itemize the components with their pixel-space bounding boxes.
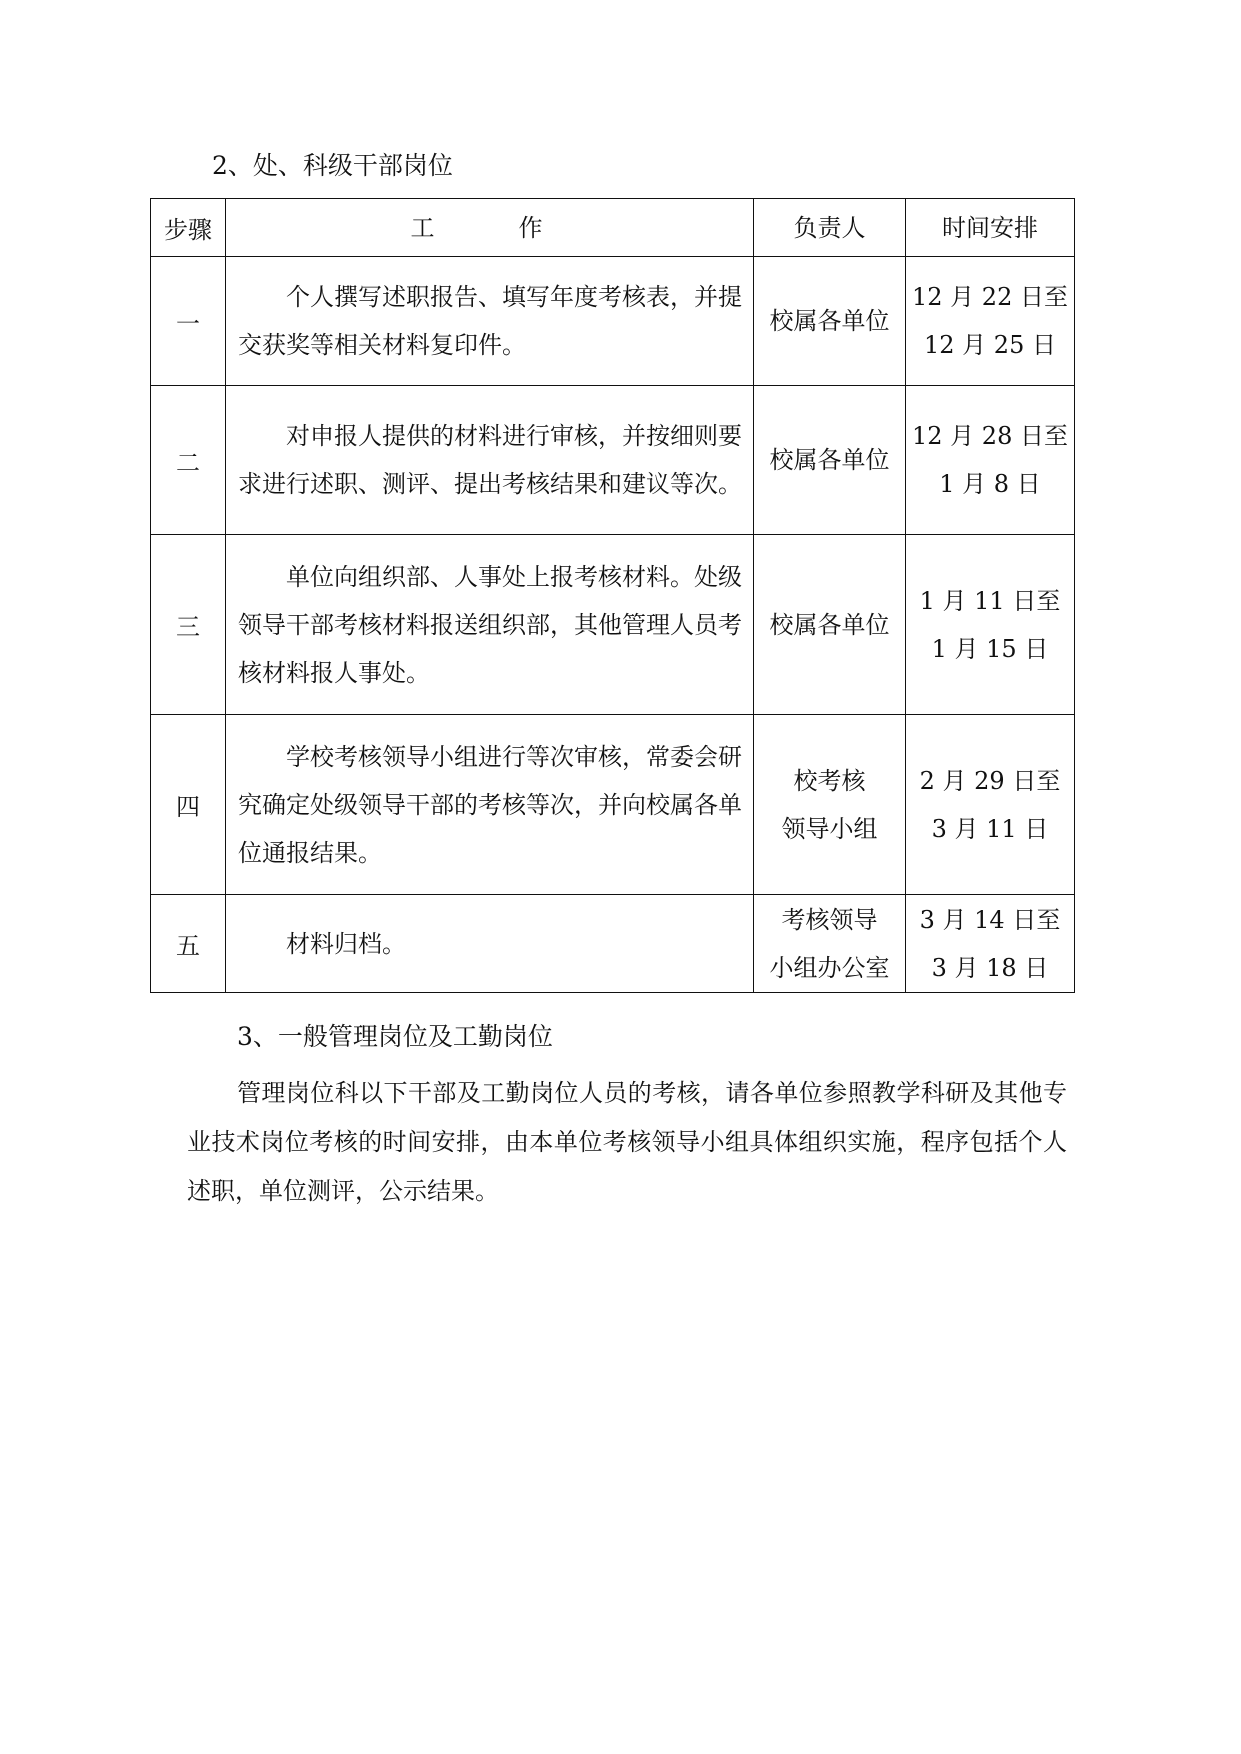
work-cell (226, 895, 754, 993)
owner-cell (754, 715, 906, 895)
work-text: 对申报人提供的材料进行审核，并按细则要求进行述职、测评、提出考核结果和建议等次。 (238, 422, 742, 498)
time-cell (906, 257, 1075, 386)
step-cell: 一 (151, 257, 226, 386)
section-3-heading: 3、一般管理岗位及工勤岗位 (237, 1022, 553, 1051)
owner-line-1: 校考核 (793, 766, 866, 795)
owner-cell: 校属各单位 (754, 257, 906, 386)
time-start: 12 月 22 日至 (912, 283, 1068, 311)
section-2-heading: 2、处、科级干部岗位 (212, 151, 453, 180)
time-end: 12 月 25 日 (924, 331, 1056, 359)
step-cell: 三 (151, 535, 226, 715)
step-cell: 四 (151, 715, 226, 895)
step-cell: 五 (151, 895, 226, 993)
table-row (151, 386, 1075, 535)
work-cell (226, 715, 754, 895)
header-work: 工 作 (226, 199, 754, 257)
table-row (151, 895, 1075, 993)
time-start: 12 月 28 日至 (912, 422, 1068, 450)
time-end: 1 月 8 日 (939, 470, 1041, 498)
time-start: 2 月 29 日至 (919, 766, 1061, 795)
header-owner: 负责人 (754, 199, 906, 257)
section-3-paragraph: 管理岗位科以下干部及工勤岗位人员的考核，请各单位参照教学科研及其他专业技术岗位考核的时间安排，由本单位考核领导小组具体组织实施，程序包括个人述职，单位测评，公示结果。 (187, 1079, 1067, 1205)
time-cell (906, 895, 1075, 993)
work-text: 材料归档。 (286, 929, 406, 958)
time-cell (906, 715, 1075, 895)
time-start: 1 月 11 日至 (919, 586, 1061, 615)
time-start: 3 月 14 日至 (919, 905, 1061, 934)
work-text: 学校考核领导小组进行等次审核，常委会研究确定处级领导干部的考核等次，并向校属各单位通报结果。 (238, 742, 742, 867)
table-row (151, 535, 1075, 715)
work-text: 单位向组织部、人事处上报考核材料。处级领导干部考核材料报送组织部，其他管理人员考核材料报人事处。 (238, 562, 742, 687)
owner-cell: 校属各单位 (754, 535, 906, 715)
work-text: 个人撰写述职报告、填写年度考核表，并提交获奖等相关材料复印件。 (238, 283, 742, 359)
owner-line-2: 领导小组 (781, 814, 878, 843)
schedule-table (150, 198, 1075, 993)
owner-line-2: 小组办公室 (769, 953, 890, 982)
work-cell (226, 386, 754, 535)
time-cell (906, 535, 1075, 715)
time-cell (906, 386, 1075, 535)
work-cell (226, 257, 754, 386)
time-end: 3 月 11 日 (931, 814, 1049, 843)
owner-line-1: 考核领导 (781, 905, 878, 934)
time-end: 1 月 15 日 (931, 634, 1049, 663)
table-row (151, 715, 1075, 895)
owner-cell: 校属各单位 (754, 386, 906, 535)
header-step: 步骤 (151, 199, 226, 257)
owner-cell (754, 895, 906, 993)
step-cell: 二 (151, 386, 226, 535)
table-header-row (151, 199, 1075, 257)
table-row (151, 257, 1075, 386)
work-cell (226, 535, 754, 715)
time-end: 3 月 18 日 (931, 953, 1049, 982)
header-time: 时间安排 (906, 199, 1075, 257)
